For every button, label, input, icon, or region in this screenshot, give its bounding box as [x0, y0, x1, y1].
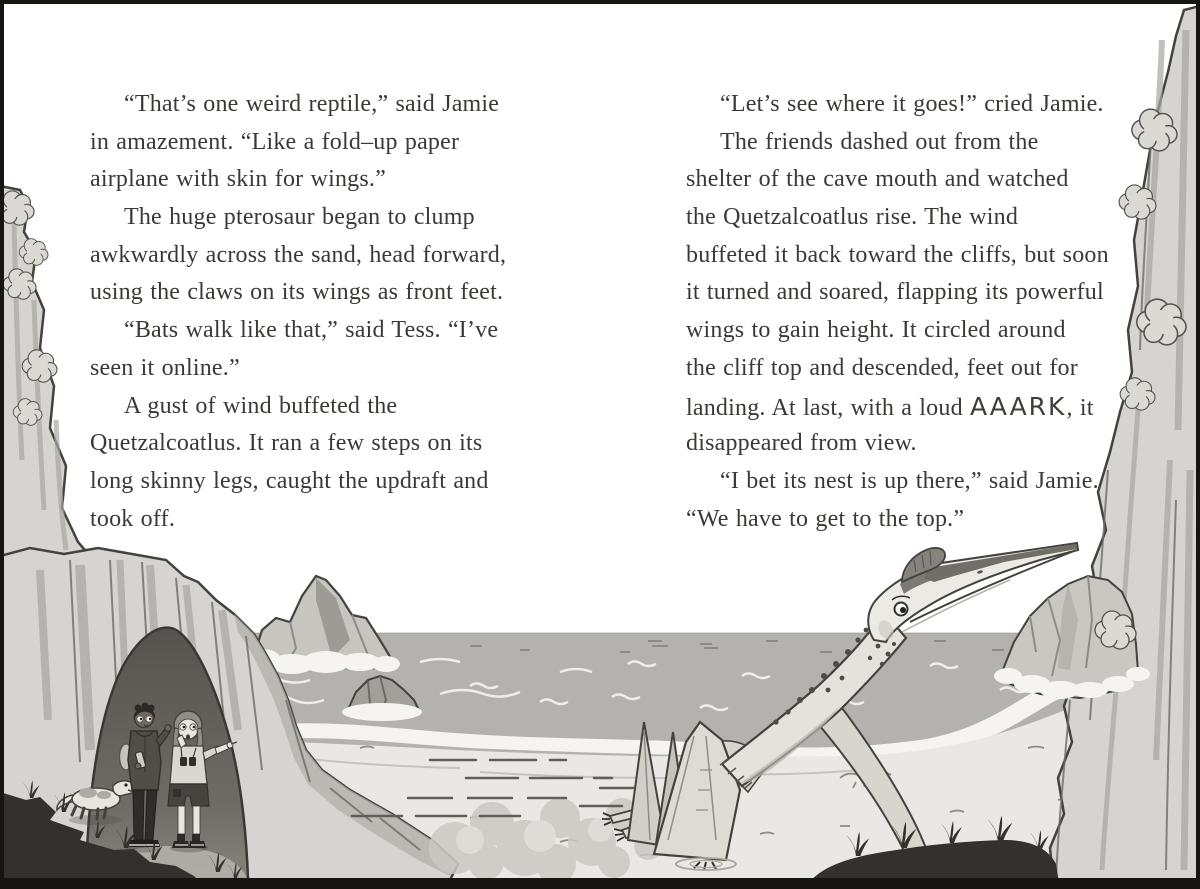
story-line: “I bet its nest is up there,” said Jamie.: [720, 467, 1099, 494]
story-line: “Bats walk like that,” said Tess. “I’ve: [124, 317, 499, 344]
story-line: “We have to get to the top.”: [686, 505, 965, 532]
story-line: “Let’s see where it goes!” cried Jamie.: [720, 91, 1104, 117]
story-line: airplane with skin for wings.”: [90, 166, 386, 193]
story-line: it turned and soared, flapping its powerful: [686, 279, 1104, 306]
story-line: seen it online.”: [90, 354, 240, 381]
story-line: A gust of wind buffeted the: [124, 392, 398, 419]
story-line: long skinny legs, caught the updraft and: [90, 467, 489, 494]
left-page-text: [90, 86, 506, 538]
story-line: in amazement. “Like a fold–up paper: [90, 128, 460, 155]
story-line: the Quetzalcoatlus rise. The wind: [686, 204, 1019, 231]
story-line: using the claws on its wings as front feet.: [90, 279, 504, 306]
shout-word: AAARK: [969, 391, 1067, 421]
story-line: “That’s one weird reptile,” said Jamie: [124, 91, 500, 117]
story-line-shout: [686, 388, 1109, 426]
story-line: Quetzalcoatlus. It ran a few steps on its: [90, 430, 483, 457]
shout-pre: landing. At last, with a loud: [686, 394, 970, 421]
right-page-text: [686, 86, 1109, 538]
story-line: shelter of the cave mouth and watched: [686, 166, 1069, 193]
story-line: wings to gain height. It circled around: [686, 317, 1066, 344]
story-line: took off.: [90, 505, 176, 532]
shout-post: , it: [1066, 394, 1094, 421]
story-line: The huge pterosaur began to clump: [124, 204, 475, 231]
story-line: disappeared from view.: [686, 430, 917, 457]
story-line: The friends dashed out from the: [720, 128, 1039, 155]
story-line: awkwardly across the sand, head forward,: [90, 241, 507, 268]
story-line: buffeted it back toward the cliffs, but soon: [686, 241, 1109, 268]
story-line: the cliff top and descended, feet out for: [686, 354, 1078, 381]
